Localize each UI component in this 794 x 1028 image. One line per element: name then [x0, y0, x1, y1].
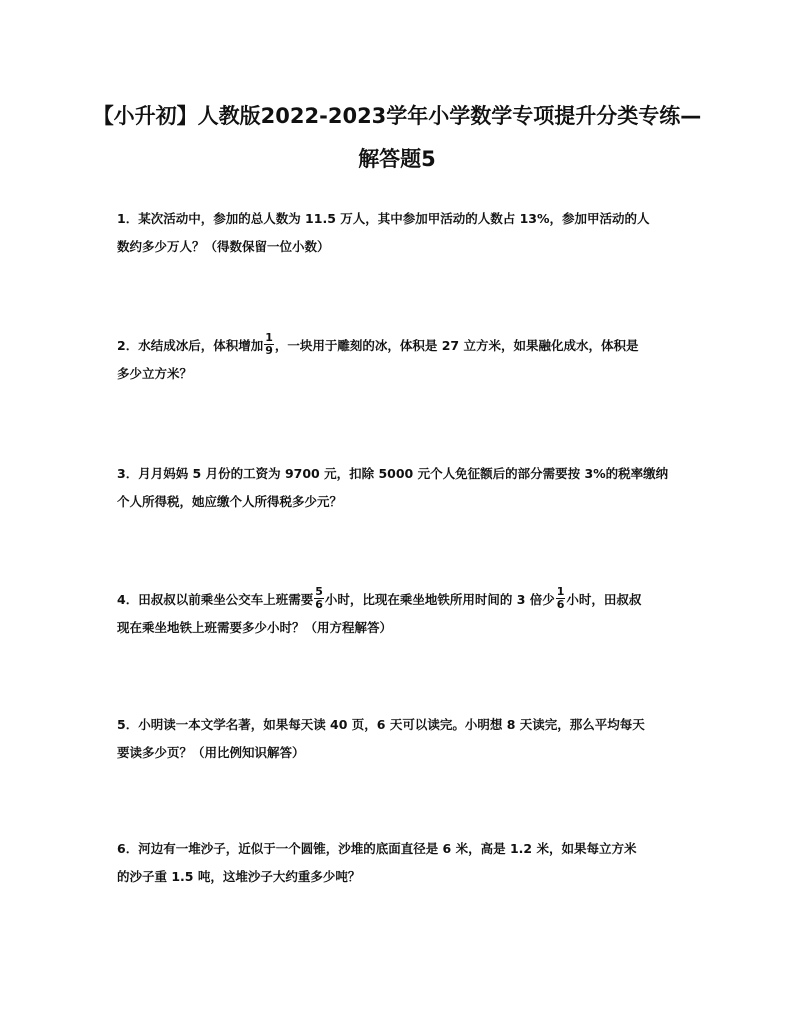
question-5-line-1: 5．小明读一本文学名著，如果每天读 40 页，6 天可以读完。小明想 8 天读完，那么平均每天 [117, 717, 645, 732]
question-4-line-2: 现在乘坐地铁上班需要多少小时？（用方程解答） [117, 620, 393, 635]
question-2 [117, 332, 687, 388]
question-6 [117, 835, 687, 891]
fraction-denominator: 6 [556, 598, 565, 611]
fraction-denominator: 9 [265, 344, 273, 357]
question-3 [117, 460, 687, 516]
question-3-line-1: 3．月月妈妈 5 月份的工资为 9700 元，扣除 5000 元个人免征额后的部分需要按 3%的税率缴纳 [117, 466, 669, 481]
fraction-numerator: 1 [556, 585, 565, 598]
page-title-line-1: 【小升初】人教版2022-2023学年小学数学专项提升分类专练— [92, 104, 702, 128]
question-4-text-b: 小时，比现在乘坐地铁所用时间的 3 倍少 [324, 592, 555, 607]
question-6-line-2: 的沙子重 1.5 吨，这堆沙子大约重多少吨？ [117, 869, 361, 884]
question-1 [117, 205, 687, 261]
fraction-numerator: 5 [315, 585, 323, 598]
question-3-line-2: 个人所得税，她应缴个人所得税多少元？ [117, 494, 343, 509]
question-2-text-a: 2．水结成冰后，体积增加 [117, 338, 264, 353]
question-5-line-2: 要读多少页？（用比例知识解答） [117, 745, 305, 760]
question-4-text-c: 小时，田叔叔 [566, 592, 642, 607]
question-4-line-1 [117, 586, 687, 614]
question-4-text-a: 4．田叔叔以前乘坐公交车上班需要 [117, 592, 314, 607]
fraction-numerator: 1 [265, 331, 273, 344]
question-4 [117, 586, 687, 642]
fraction-denominator: 6 [315, 598, 323, 611]
question-6-line-1: 6．河边有一堆沙子，近似于一个圆锥，沙堆的底面直径是 6 米，高是 1.2 米，如果每立方米 [117, 841, 637, 856]
question-2-line-2: 多少立方米？ [117, 366, 193, 381]
question-5 [117, 711, 687, 767]
fraction-one-ninth [264, 332, 274, 357]
question-1-line-2: 数约多少万人？（得数保留一位小数） [117, 239, 330, 254]
question-1-line-1: 1．某次活动中，参加的总人数为 11.5 万人，其中参加甲活动的人数占 13%，参加甲活动的人 [117, 211, 650, 226]
fraction-five-sixths [314, 586, 324, 611]
question-2-text-b: ，一块用于雕刻的冰，体积是 27 立方米，如果融化成水，体积是 [274, 338, 639, 353]
page-title-line-2: 解答题5 [358, 147, 436, 171]
question-2-line-1 [117, 332, 687, 360]
fraction-one-sixth [556, 586, 566, 611]
